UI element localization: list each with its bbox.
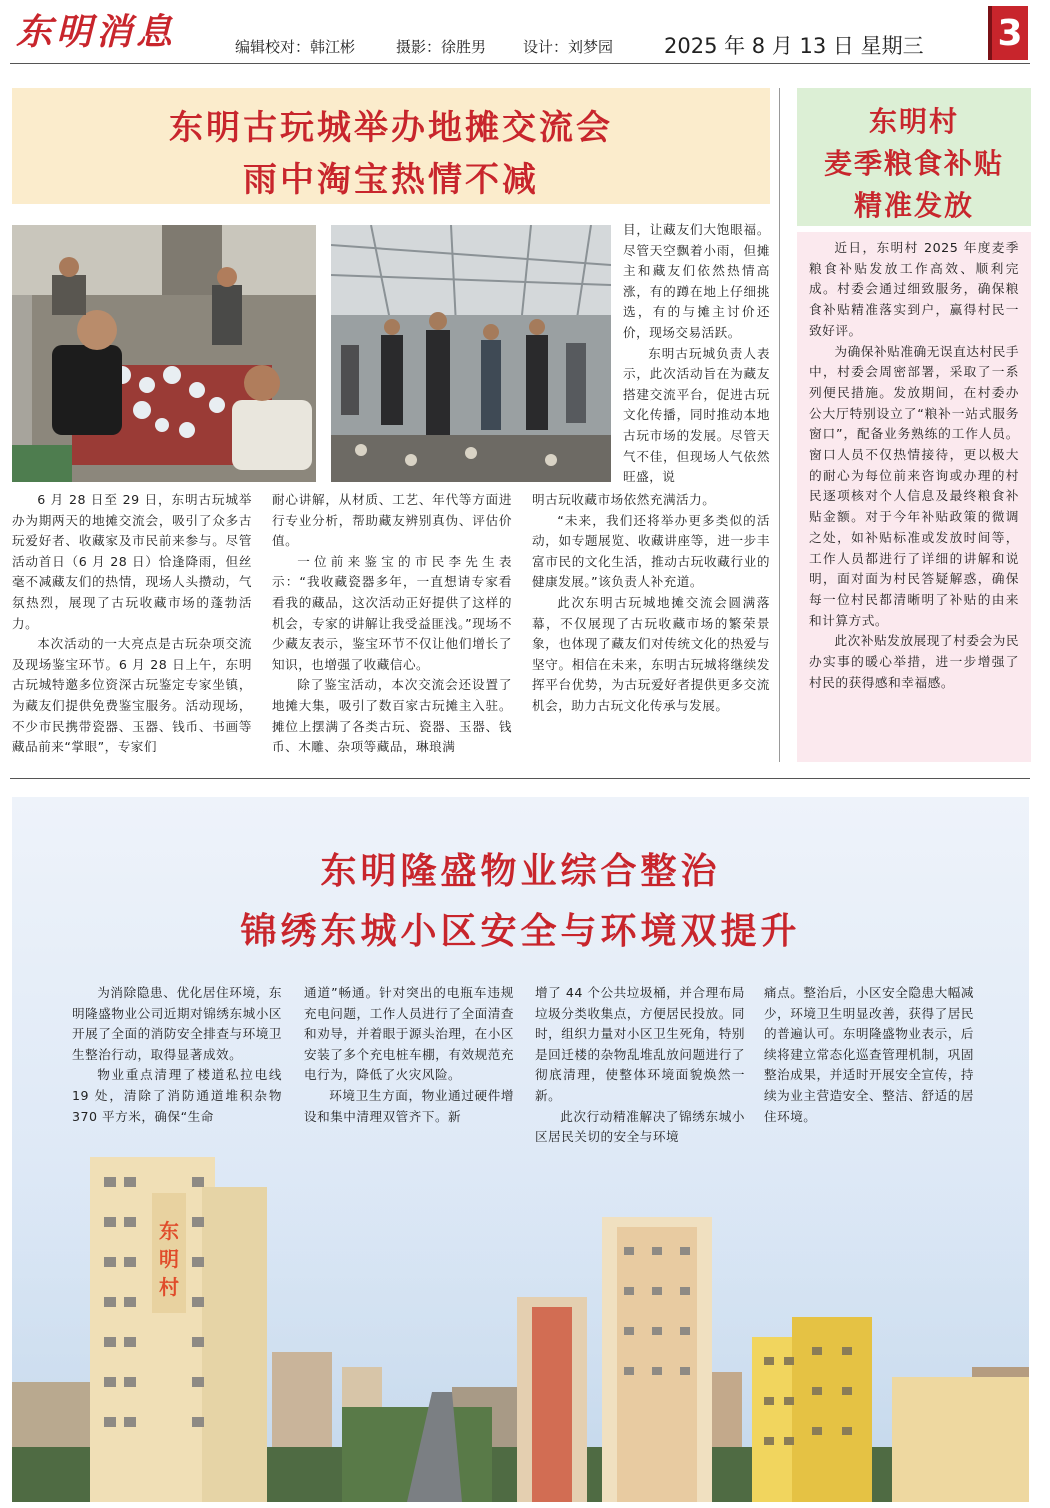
article2-col4: [764, 983, 974, 1127]
article1-headline: 东明古玩城举办地摊交流会: [169, 108, 613, 148]
article2-col2: [304, 983, 514, 1127]
article2-col1: [72, 983, 282, 1127]
article1-col1: [12, 490, 252, 758]
paragraph: 通道”畅通。针对突出的电瓶车违规充电问题，工作人员进行了全面清查和劝导，并着眼于源头治理，在小区安装了多个充电桩车棚，有效规范充电行为，降低了火灾风险。: [304, 985, 514, 1083]
masthead-divider: [10, 63, 1030, 64]
article1-col2: [272, 490, 512, 758]
paragraph: 本次活动的一大亮点是古玩杂项交流及现场鉴宝环节。6 月 28 日上午，东明古玩城特邀多位资深古玩鉴定专家坐镇，为藏友们提供免费鉴宝服务。活动现场，不少市民携带瓷器、玉器、钱币、书画等藏品前来“掌眼”，专家们: [12, 636, 252, 755]
paragraph: 此次东明古玩城地摊交流会圆满落幕，不仅展现了古玩收藏市场的繁荣景象，也体现了藏友们对传统文化的热爱与坚守。相信在未来，东明古玩城将继续发挥平台优势，为古玩爱好者提供更多交流机会，助力古玩文化传承与发展。: [532, 594, 770, 713]
article2-col3: [535, 983, 745, 1148]
paragraph: 6 月 28 日至 29 日，东明古玩城举办为期两天的地摊交流会，吸引了众多古玩爱好者、收藏家及市民前来参与。尽管活动首日（6 月 28 日）恰逢降雨，但丝毫不减藏友们的热情，现场人头攒动，气氛热烈，展现了古玩收藏市场的蓬勃活力。: [12, 492, 252, 631]
paragraph: 痛点。整治后，小区安全隐患大幅减少，环境卫生明显改善，获得了居民的普遍认可。东明隆盛物业表示，后续将建立常态化巡查管理机制，巩固整治成果，并适时开展安全宣传，持续为业主营造安全、整洁、舒适的居住环境。: [764, 985, 974, 1124]
paragraph: 耐心讲解，从材质、工艺、年代等方面进行专业分析，帮助藏友辨别真伪、评估价值。: [272, 492, 512, 549]
building-sign: 东明村: [159, 1219, 179, 1299]
paragraph: “未来，我们还将举办更多类似的活动，如专题展览、收藏讲座等，进一步丰富市民的文化生活，推动古玩收藏行业的健康发展。”该负责人补充道。: [532, 512, 770, 590]
cityscape-photo: [12, 1157, 1029, 1502]
paragraph: 明古玩收藏市场依然充满活力。: [532, 492, 716, 507]
sidebar-headline: 精准发放: [853, 189, 974, 222]
section-divider: [10, 778, 1030, 779]
paragraph: 东明古玩城负责人表示，此次活动旨在为藏友搭建交流平台，促进古玩文化传播，同时推动本地古玩市场的发展。尽管天气不佳，但现场人气依然旺盛，说: [623, 345, 770, 485]
article1-col3-bottom: [532, 490, 770, 717]
paragraph: 增了 44 个公共垃圾桶，并合理布局垃圾分类收集点，方便居民投放。同时，组织力量对小区卫生死角，特别是回迁楼的杂物乱堆乱放问题进行了彻底清理，使整体环境面貌焕然一新。: [535, 985, 745, 1103]
paragraph: 一位前来鉴宝的市民李先生表示：“我收藏瓷器多年，一直想请专家看看我的藏品，这次活动正好提供了这样的机会，专家的讲解让我受益匪浅。”现场不少藏友表示，鉴宝环节不仅让他们增长了知识，也增强了收藏信心。: [272, 553, 512, 672]
designer-credit: 设计：刘梦园: [523, 38, 614, 56]
paragraph: 目，让藏友们大饱眼福。尽管天空飘着小雨，但摊主和藏友们依然热情高涨，有的蹲在地上仔细挑选，有的与摊主讨价还价，现场交易活跃。: [623, 222, 770, 340]
paragraph: 环境卫生方面，物业通过硬件增设和集中清理双管齐下。新: [304, 1087, 514, 1124]
page-number: 3: [988, 6, 1028, 60]
antique-appraisal-photo: [12, 225, 316, 482]
photographer-credit: 摄影：徐胜男: [396, 38, 487, 56]
article1-col3-top: [623, 220, 770, 488]
column-divider: [779, 88, 780, 762]
paragraph: 此次补贴发放展现了村委会为民办实事的暖心举措，进一步增强了村民的获得感和幸福感。: [809, 633, 1020, 690]
paragraph: 近日，东明村 2025 年度麦季粮食补贴发放工作高效、顺利完成。村委会通过细致服务，确保粮食补贴精准落实到户，赢得村民一致好评。: [809, 240, 1019, 338]
sidebar-headline: 麦季粮食补贴: [823, 147, 1004, 180]
sidebar-article-box: [797, 232, 1031, 762]
paragraph: 为确保补贴准确无误直达村民手中，村委会周密部署，采取了一系列便民措施。发放期间，在村委办公大厅特别设立了“粮补一站式服务窗口”，配备业务熟练的工作人员。窗口人员不仅热情接待，更以极大的耐心为每位前来咨询或办理的村民逐项核对个人信息及最终粮食补贴金额。对于今年补贴政策的微调之处，如补贴标准或发放时间等，工作人员都进行了详细的讲解和说明，面对面为村民答疑解惑，确保每一位村民都清晰明了补贴的由来和计算方式。: [809, 343, 1020, 628]
article2-subheadline: 锦绣东城小区安全与环境双提升: [240, 911, 801, 952]
issue-date: 2025 年 8 月 13 日 星期三: [664, 34, 924, 58]
sidebar-headline: 东明村: [868, 105, 959, 138]
editor-credit: 编辑校对：韩江彬: [235, 38, 356, 56]
market-hall-photo: [331, 225, 611, 482]
paragraph: 物业重点清理了楼道私拉电线 19 处，清除了消防通道堆积杂物 370 平方米，确保“生命: [72, 1067, 282, 1124]
paragraph: 为消除隐患、优化居住环境，东明隆盛物业公司近期对锦绣东城小区开展了全面的消防安全排查与环境卫生整治行动，取得显著成效。: [72, 985, 282, 1062]
article2-headline: 东明隆盛物业综合整治: [320, 851, 721, 892]
article1-subheadline: 雨中淘宝热情不减: [243, 160, 539, 200]
paragraph: 除了鉴宝活动，本次交流会还设置了地摊大集，吸引了数百家古玩摊主入驻。摊位上摆满了各类古玩、瓷器、玉器、钱币、木雕、杂项等藏品，琳琅满: [272, 677, 512, 755]
newspaper-title: 东明消息: [16, 11, 177, 53]
paragraph: 此次行动精准解决了锦绣东城小区居民关切的安全与环境: [535, 1108, 745, 1145]
